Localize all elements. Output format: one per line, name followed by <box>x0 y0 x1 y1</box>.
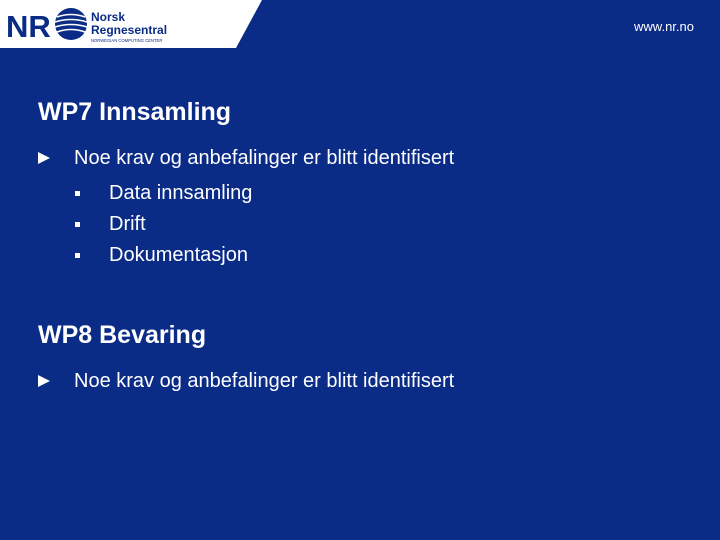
sub-item-text: Drift <box>109 213 146 235</box>
nr-logo[interactable] <box>0 0 262 48</box>
logo-mark: NR <box>6 9 51 44</box>
logo-subtitle: NORWEGIAN COMPUTING CENTER <box>91 38 163 43</box>
logo-banner <box>0 0 262 48</box>
sub-item <box>38 209 698 240</box>
bullet-text: Noe krav og anbefalinger er blitt identifisert <box>74 370 455 392</box>
logo-name-2: Regnesentral <box>91 23 168 37</box>
arrow-bullet-icon <box>38 152 50 164</box>
section-wp7 <box>38 94 698 271</box>
section-heading: WP8 Bevaring <box>38 321 207 349</box>
logo-name-1: Norsk <box>91 10 126 24</box>
section-wp8 <box>38 317 698 395</box>
arrow-bullet-icon <box>38 375 50 387</box>
square-bullet-icon <box>75 253 80 258</box>
sub-item-text: Data innsamling <box>109 182 253 204</box>
square-bullet-icon <box>75 191 80 196</box>
bullet-text: Noe krav og anbefalinger er blitt identifisert <box>74 147 455 169</box>
section-heading: WP7 Innsamling <box>38 98 232 126</box>
sub-item <box>38 178 698 209</box>
sub-list <box>38 178 698 271</box>
website-url[interactable]: www.nr.no <box>634 19 694 34</box>
sub-item <box>38 240 698 271</box>
square-bullet-icon <box>75 222 80 227</box>
sub-item-text: Dokumentasjon <box>109 244 248 266</box>
slide-content <box>38 94 698 395</box>
bullet-point <box>38 144 698 172</box>
globe-icon <box>55 8 87 40</box>
bullet-point <box>38 367 698 395</box>
